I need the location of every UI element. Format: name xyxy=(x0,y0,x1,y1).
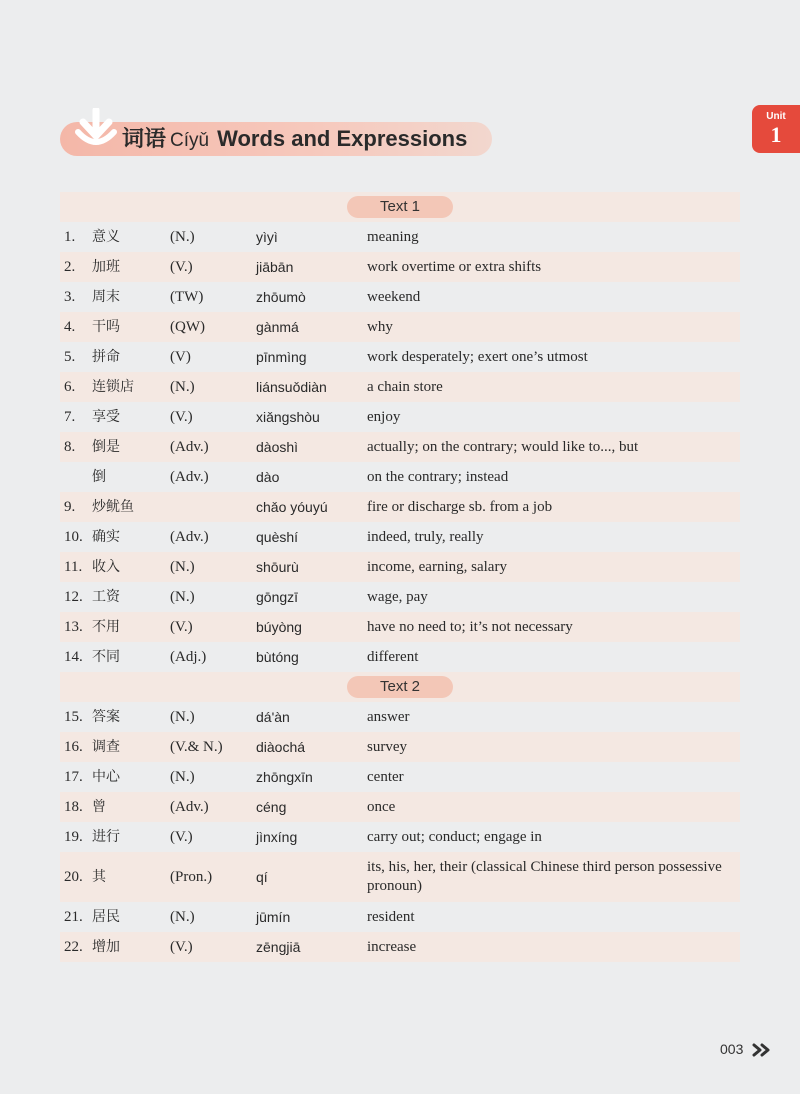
header-title-pinyin: Cíyǔ xyxy=(170,130,210,151)
chinese-word: 拼命 xyxy=(92,349,120,365)
chinese-word: 确实 xyxy=(92,529,120,545)
entry-number: 19. xyxy=(64,829,83,845)
part-of-speech: (N.) xyxy=(170,589,195,605)
chinese-word: 炒鱿鱼 xyxy=(92,499,134,515)
english-meaning: have no need to; it’s not necessary xyxy=(367,619,573,635)
part-of-speech: (V.) xyxy=(170,829,193,845)
english-meaning: a chain store xyxy=(367,379,443,395)
chinese-word: 周末 xyxy=(92,289,120,305)
vocab-row xyxy=(60,612,740,642)
part-of-speech: (V.) xyxy=(170,619,193,635)
english-meaning: resident xyxy=(367,909,415,925)
english-meaning: actually; on the contrary; would like to..., but xyxy=(367,439,639,455)
english-meaning: weekend xyxy=(367,289,421,305)
chinese-word: 增加 xyxy=(92,939,120,955)
chinese-word: 中心 xyxy=(92,769,120,785)
english-meaning: wage, pay xyxy=(367,589,428,605)
chinese-word: 调查 xyxy=(92,739,120,755)
vocab-row xyxy=(60,552,740,582)
chinese-word: 不用 xyxy=(92,619,120,635)
chinese-word: 干吗 xyxy=(92,319,120,335)
chinese-word: 连锁店 xyxy=(92,379,134,395)
section-row xyxy=(60,672,740,702)
english-meaning: meaning xyxy=(367,229,419,245)
pinyin: shōurù xyxy=(256,559,299,575)
part-of-speech: (Adv.) xyxy=(170,469,209,485)
part-of-speech: (Adv.) xyxy=(170,529,209,545)
vocab-row xyxy=(60,522,740,552)
chinese-word: 答案 xyxy=(92,709,120,725)
part-of-speech: (Adj.) xyxy=(170,649,207,665)
part-of-speech: (Pron.) xyxy=(170,869,213,885)
part-of-speech: (N.) xyxy=(170,769,195,785)
pinyin: jìnxíng xyxy=(256,829,298,845)
pinyin: céng xyxy=(256,799,287,815)
vocab-row xyxy=(60,462,740,492)
page-number: 003 xyxy=(720,1041,744,1057)
entry-number: 11. xyxy=(64,559,83,575)
section-label: Text 2 xyxy=(347,676,453,698)
pinyin: yìyì xyxy=(256,229,278,245)
vocab-row xyxy=(60,312,740,342)
english-meaning: increase xyxy=(367,939,417,955)
entry-number: 4. xyxy=(64,319,76,335)
chinese-word: 居民 xyxy=(92,909,120,925)
vocab-row xyxy=(60,822,740,852)
vocab-row xyxy=(60,902,740,932)
entry-number: 2. xyxy=(64,259,76,275)
vocab-row xyxy=(60,432,740,462)
pinyin: diàochá xyxy=(256,739,306,755)
pinyin: gōngzī xyxy=(256,589,299,605)
entry-number: 12. xyxy=(64,589,83,605)
vocab-row xyxy=(60,342,740,372)
part-of-speech: (N.) xyxy=(170,559,195,575)
part-of-speech: (V.) xyxy=(170,939,193,955)
entry-number: 18. xyxy=(64,799,83,815)
part-of-speech: (Adv.) xyxy=(170,439,209,455)
english-meaning: fire or discharge sb. from a job xyxy=(367,499,553,515)
vocab-row xyxy=(60,372,740,402)
pinyin: qí xyxy=(256,869,268,885)
english-meaning: survey xyxy=(367,739,407,755)
entry-number: 21. xyxy=(64,909,83,925)
header-title xyxy=(122,126,467,154)
pinyin: pīnmìng xyxy=(256,349,307,365)
vocab-row xyxy=(60,852,740,902)
vocab-row xyxy=(60,642,740,672)
entry-number: 17. xyxy=(64,769,83,785)
chinese-word: 意义 xyxy=(92,229,120,245)
chinese-word: 收入 xyxy=(92,559,120,575)
double-chevron-right-icon xyxy=(752,1043,778,1057)
unit-tab-number: 1 xyxy=(770,122,782,147)
chinese-word: 曾 xyxy=(92,799,106,815)
vocab-row xyxy=(60,252,740,282)
entry-number: 16. xyxy=(64,739,83,755)
part-of-speech: (N.) xyxy=(170,379,195,395)
download-arrow-icon xyxy=(74,108,118,152)
unit-tab xyxy=(752,105,800,153)
english-meaning: different xyxy=(367,649,419,665)
part-of-speech: (V.) xyxy=(170,259,193,275)
chinese-word: 享受 xyxy=(92,409,120,425)
chinese-word: 倒是 xyxy=(92,439,120,455)
english-meaning: work desperately; exert one’s utmost xyxy=(367,349,588,365)
entry-number: 20. xyxy=(64,869,83,885)
vocab-row xyxy=(60,732,740,762)
vocab-row xyxy=(60,282,740,312)
pinyin: dá'àn xyxy=(256,709,290,725)
header-title-en: Words and Expressions xyxy=(217,126,468,151)
english-meaning: its, his, her, their (classical Chinese third person possessive pronoun) xyxy=(367,859,722,894)
english-meaning: enjoy xyxy=(367,409,401,425)
pinyin: chǎo yóuyú xyxy=(256,499,328,515)
pinyin: zhōumò xyxy=(256,289,306,305)
english-meaning: indeed, truly, really xyxy=(367,529,484,545)
vocab-row xyxy=(60,932,740,962)
part-of-speech: (V) xyxy=(170,349,191,365)
pinyin: liánsuǒdiàn xyxy=(256,379,327,395)
entry-number: 13. xyxy=(64,619,83,635)
entry-number: 10. xyxy=(64,529,83,545)
english-meaning: answer xyxy=(367,709,410,725)
chinese-word: 倒 xyxy=(92,469,106,485)
vocabulary-table xyxy=(60,192,740,962)
entry-number: 9. xyxy=(64,499,76,515)
english-meaning: carry out; conduct; engage in xyxy=(367,829,542,845)
pinyin: gànmá xyxy=(256,319,299,335)
entry-number: 1. xyxy=(64,229,76,245)
english-meaning: why xyxy=(367,319,393,335)
section-row xyxy=(60,192,740,222)
english-meaning: once xyxy=(367,799,396,815)
vocab-row xyxy=(60,492,740,522)
chinese-word: 不同 xyxy=(92,649,120,665)
pinyin: xiǎngshòu xyxy=(256,409,320,425)
entry-number: 7. xyxy=(64,409,76,425)
entry-number: 15. xyxy=(64,709,83,725)
unit-tab-word: Unit xyxy=(766,111,786,122)
entry-number: 6. xyxy=(64,379,76,395)
pinyin: jūmín xyxy=(256,909,291,925)
chinese-word: 加班 xyxy=(92,259,120,275)
pinyin: quèshí xyxy=(256,529,299,545)
part-of-speech: (N.) xyxy=(170,909,195,925)
header-title-cn: 词语 xyxy=(122,127,167,152)
vocab-row xyxy=(60,222,740,252)
english-meaning: income, earning, salary xyxy=(367,559,507,575)
chinese-word: 进行 xyxy=(92,829,120,845)
entry-number: 14. xyxy=(64,649,83,665)
vocab-row xyxy=(60,402,740,432)
part-of-speech: (N.) xyxy=(170,709,195,725)
section-label: Text 1 xyxy=(347,196,453,218)
english-meaning: on the contrary; instead xyxy=(367,469,509,485)
pinyin: dào xyxy=(256,469,280,485)
entry-number: 5. xyxy=(64,349,76,365)
english-meaning: work overtime or extra shifts xyxy=(367,259,542,275)
part-of-speech: (Adv.) xyxy=(170,799,209,815)
chinese-word: 工资 xyxy=(92,589,120,605)
section-header xyxy=(60,122,492,156)
pinyin: zēngjiā xyxy=(256,939,301,955)
part-of-speech: (V.) xyxy=(170,409,193,425)
pinyin: dàoshì xyxy=(256,439,299,455)
part-of-speech: (V.& N.) xyxy=(170,739,223,755)
pinyin: zhōngxīn xyxy=(256,769,313,785)
entry-number: 3. xyxy=(64,289,76,305)
entry-number: 22. xyxy=(64,939,83,955)
entry-number: 8. xyxy=(64,439,76,455)
part-of-speech: (QW) xyxy=(170,319,205,335)
pinyin: bùtóng xyxy=(256,649,299,665)
vocab-row xyxy=(60,582,740,612)
pinyin: jiābān xyxy=(256,259,294,275)
part-of-speech: (N.) xyxy=(170,229,195,245)
vocab-row xyxy=(60,702,740,732)
vocab-row xyxy=(60,792,740,822)
vocab-row xyxy=(60,762,740,792)
part-of-speech: (TW) xyxy=(170,289,204,305)
chinese-word: 其 xyxy=(92,869,106,885)
english-meaning: center xyxy=(367,769,404,785)
pinyin: búyòng xyxy=(256,619,302,635)
